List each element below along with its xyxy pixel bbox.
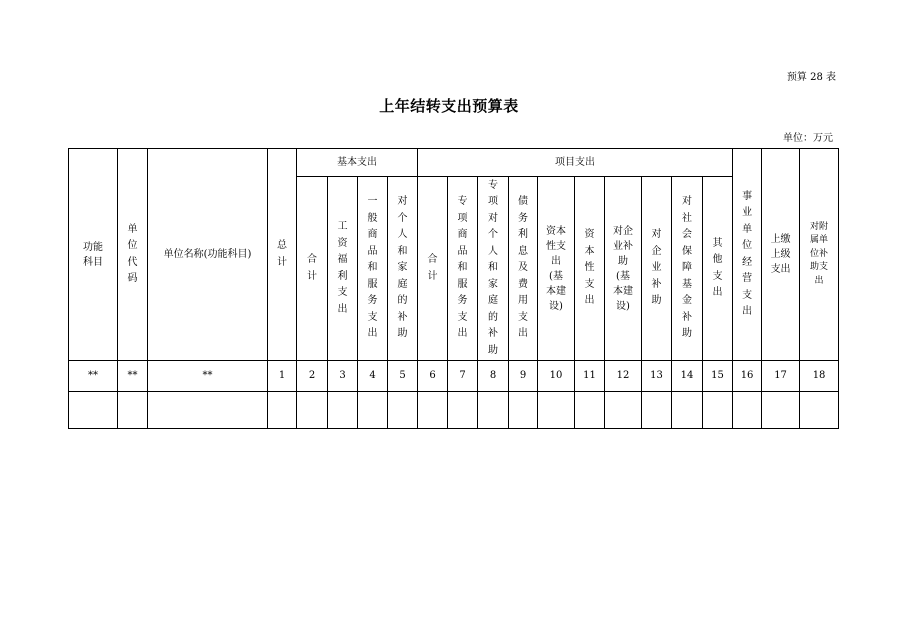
budget-table (68, 148, 839, 429)
unit-label: 单位：万元 (783, 133, 833, 144)
header-subsidy-to-affiliates: 对附属单位补助支出 (800, 149, 839, 361)
table-cell (268, 392, 297, 429)
table-cell: ** (69, 361, 118, 392)
header-other: 其他支出 (703, 177, 733, 361)
table-cell: ** (118, 361, 148, 392)
header-debt-interest: 债务利息及费用支出 (509, 177, 538, 361)
table-cell: 11 (575, 361, 605, 392)
table-cell: 5 (388, 361, 418, 392)
table-cell (148, 392, 268, 429)
header-household-subsidy: 对个人和家庭的补助 (388, 177, 418, 361)
header-social-security-fund: 对社会保障基金补助 (672, 177, 703, 361)
header-institution-operating: 事业单位经营支出 (733, 149, 762, 361)
table-cell (703, 392, 733, 429)
header-basic-group: 基本支出 (297, 149, 418, 177)
header-basic-subtotal: 合计 (297, 177, 328, 361)
table-cell: 15 (703, 361, 733, 392)
table-cell (733, 392, 762, 429)
table-cell (328, 392, 358, 429)
header-project-group: 项目支出 (418, 149, 733, 177)
header-function-subject: 功能科目 (69, 149, 118, 361)
header-wages-welfare: 工资福利支出 (328, 177, 358, 361)
table-cell: 14 (672, 361, 703, 392)
header-capital: 资本性支出 (575, 177, 605, 361)
table-cell (418, 392, 448, 429)
table-cell (297, 392, 328, 429)
table-cell (118, 392, 148, 429)
header-enterprise-subsidy-construction: 对企业补助(基本建设) (605, 177, 642, 361)
table-cell: 13 (642, 361, 672, 392)
table-cell: 6 (418, 361, 448, 392)
table-cell (448, 392, 478, 429)
table-cell: ** (148, 361, 268, 392)
header-capital-construction: 资本性支出(基本建设) (538, 177, 575, 361)
table-cell: 7 (448, 361, 478, 392)
empty-data-row (69, 392, 839, 429)
table-cell (538, 392, 575, 429)
table-cell: 4 (358, 361, 388, 392)
table-cell: 10 (538, 361, 575, 392)
table-cell: 2 (297, 361, 328, 392)
table-cell: 16 (733, 361, 762, 392)
table-cell (478, 392, 509, 429)
table-cell (509, 392, 538, 429)
column-number-row (69, 361, 839, 392)
table-cell (605, 392, 642, 429)
header-paid-to-superior: 上缴上级支出 (762, 149, 800, 361)
table-cell (642, 392, 672, 429)
table-cell: 8 (478, 361, 509, 392)
header-special-household: 专项对个人和家庭的补助 (478, 177, 509, 361)
header-unit-name: 单位名称(功能科目) (148, 149, 268, 361)
table-cell: 9 (509, 361, 538, 392)
header-row-top (69, 149, 839, 177)
table-cell (388, 392, 418, 429)
table-cell (575, 392, 605, 429)
table-cell (672, 392, 703, 429)
header-special-goods: 专项商品和服务支出 (448, 177, 478, 361)
table-cell: 1 (268, 361, 297, 392)
table-cell (358, 392, 388, 429)
page-title: 上年结转支出预算表 (379, 97, 519, 115)
table-cell: 3 (328, 361, 358, 392)
header-unit-code: 单位代码 (118, 149, 148, 361)
header-total: 总计 (268, 149, 297, 361)
header-project-subtotal: 合计 (418, 177, 448, 361)
table-cell (762, 392, 800, 429)
table-cell: 18 (800, 361, 839, 392)
form-number: 预算 28 表 (786, 72, 836, 83)
table-cell: 17 (762, 361, 800, 392)
table-cell (800, 392, 839, 429)
table-cell (69, 392, 118, 429)
table-cell: 12 (605, 361, 642, 392)
header-general-goods: 一般商品和服务支出 (358, 177, 388, 361)
header-enterprise-subsidy: 对企业补助 (642, 177, 672, 361)
